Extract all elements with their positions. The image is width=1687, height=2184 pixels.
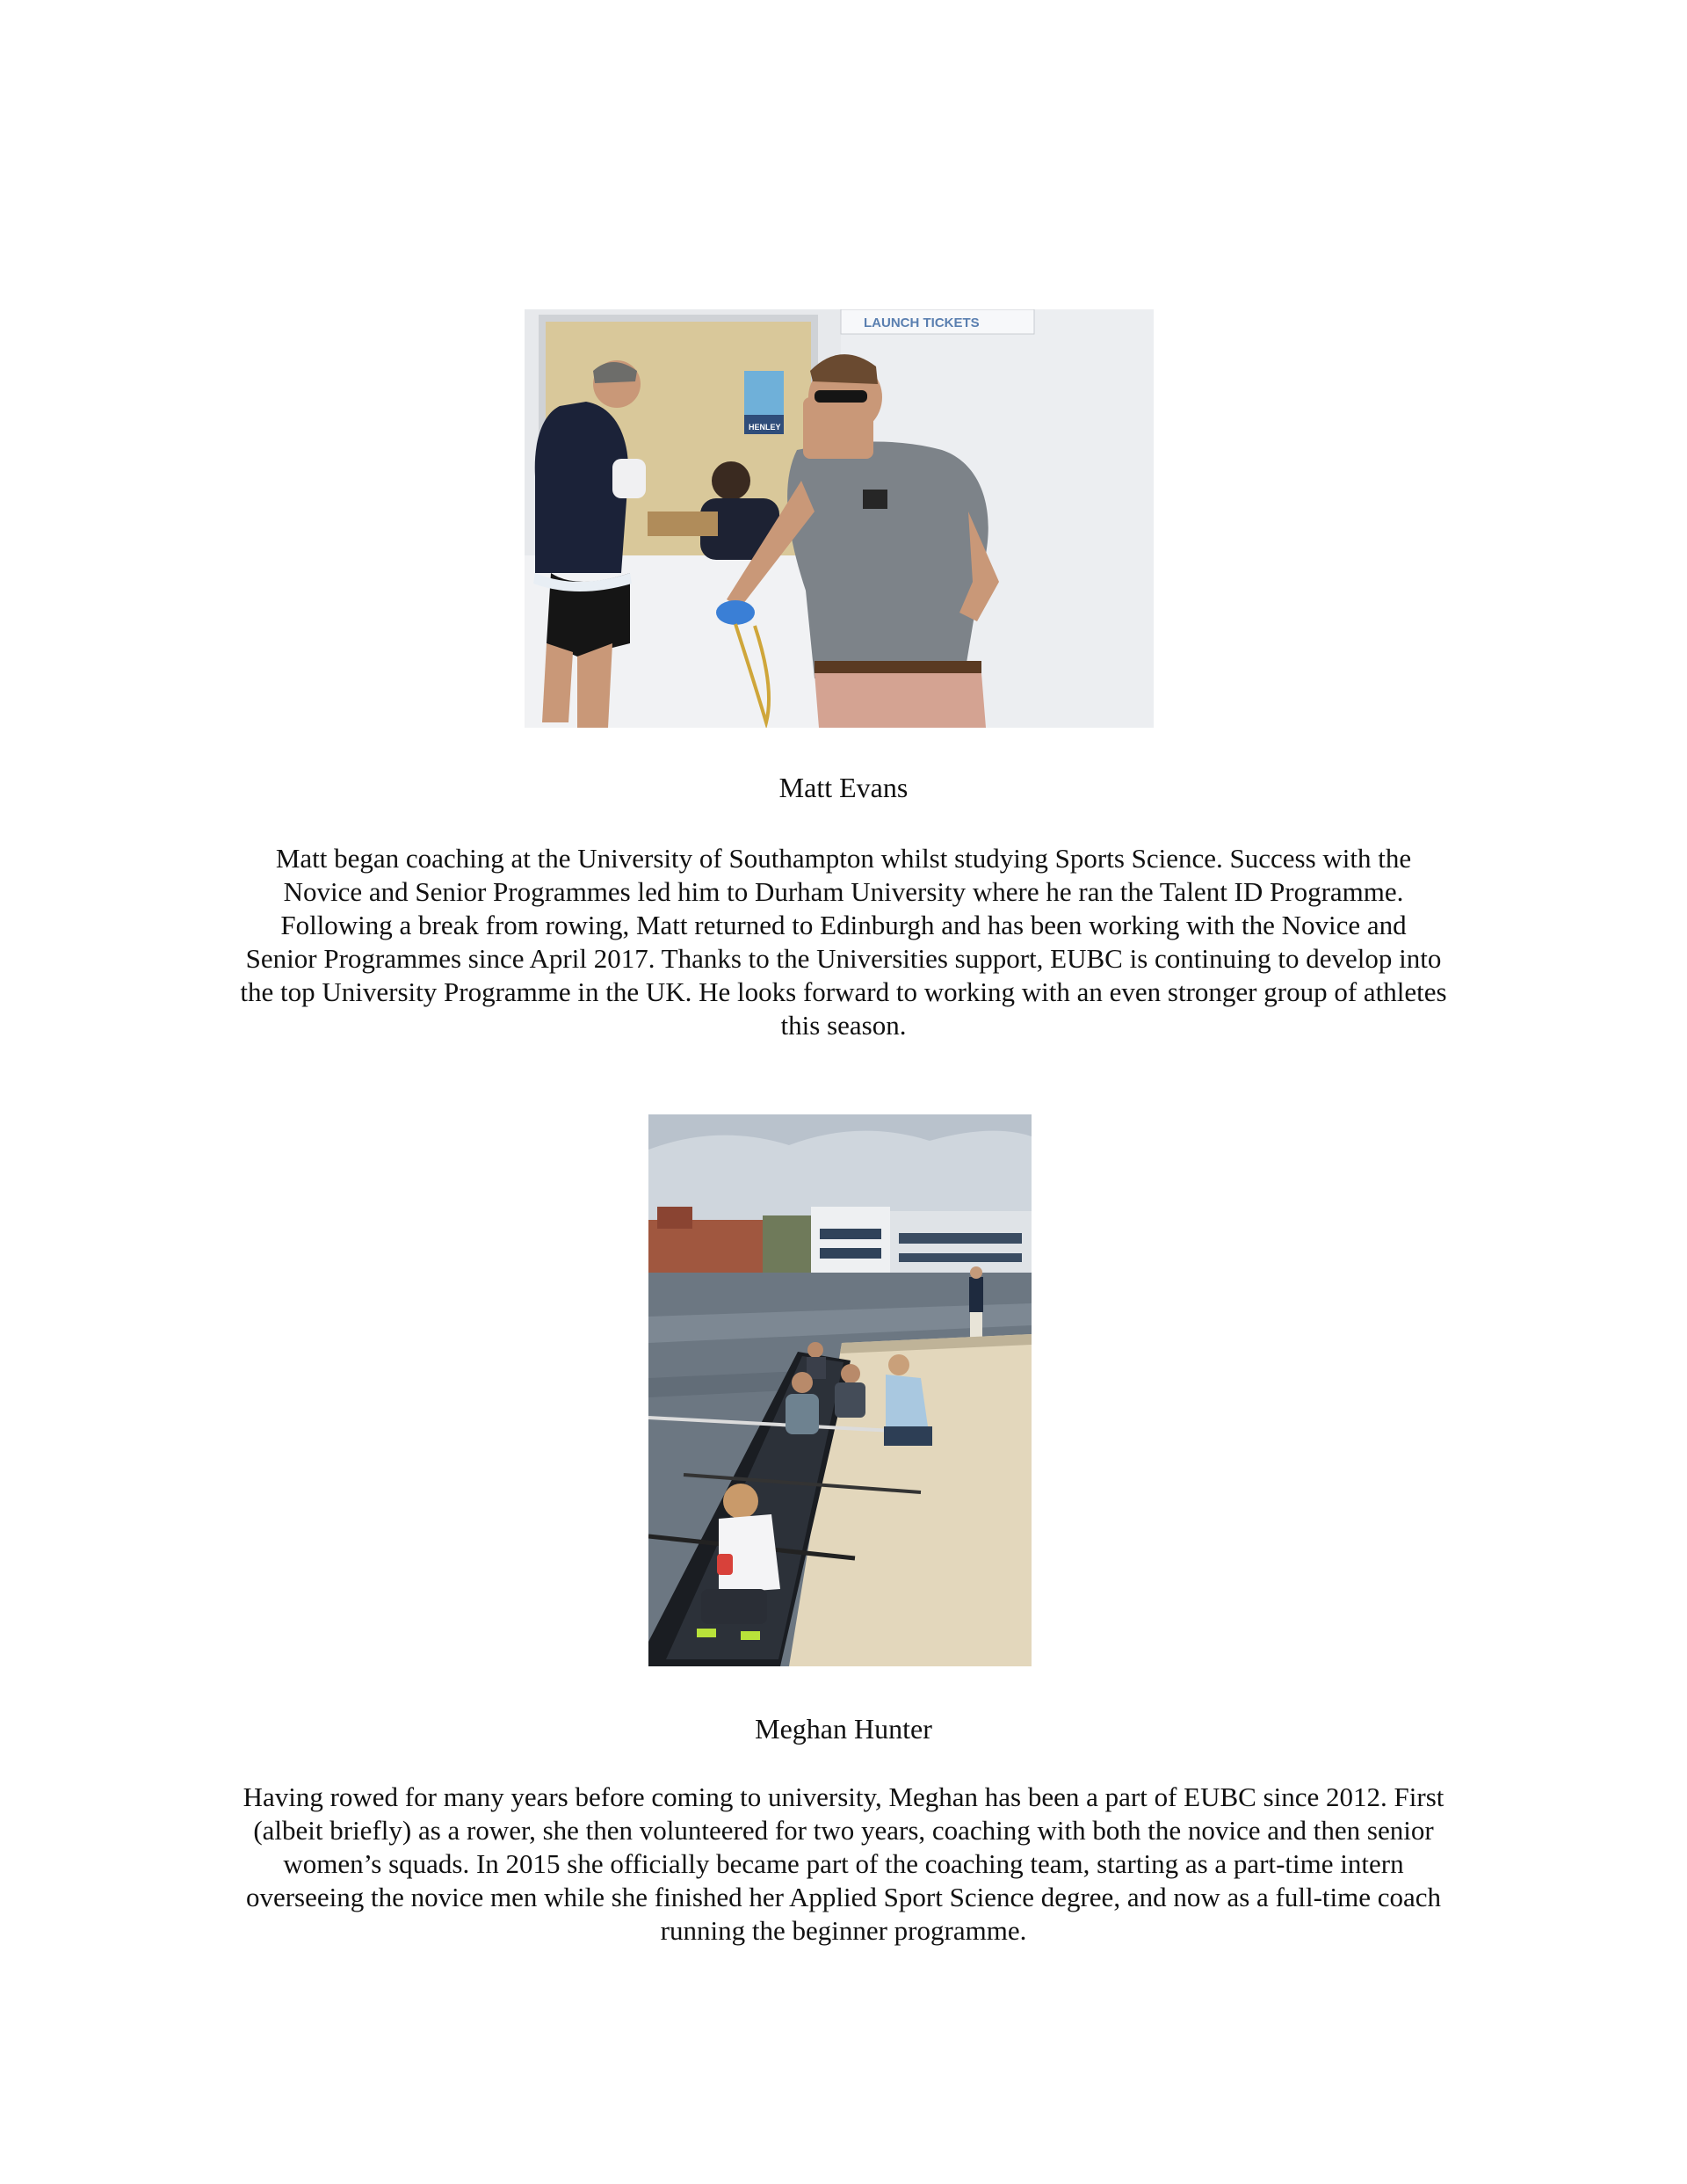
bio-line: this season. [780,1010,907,1041]
coach-photo-meghan-hunter [648,1114,1032,1666]
bio-line: (albeit briefly) as a rower, she then volunteered for two years, coaching with both the novice and then senior [253,1815,1434,1846]
bio-line: women’s squads. In 2015 she officially became part of the coaching team, starting as a part-time intern [283,1848,1404,1879]
bio-line: overseeing the novice men while she finished her Applied Sport Science degree, and now as a full-time coach [245,1882,1442,1912]
bio-line: the top University Programme in the UK. He looks forward to working with an even stronger group of athletes [240,976,1447,1007]
bio-line: Following a break from rowing, Matt returned to Edinburgh and has been working with the Novice and [280,910,1407,940]
rowing-boat-at-dock-photo [648,1114,1032,1666]
bio-line: Senior Programmes since April 2017. Thanks to the Universities support, EUBC is continuing to develop into [245,943,1442,974]
coach-name: Meghan Hunter [755,1713,932,1745]
poster-text: HENLEY [749,423,781,432]
sign-text: LAUNCH TICKETS [864,316,980,330]
bio-line: running the beginner programme. [660,1915,1027,1946]
coach-bio [195,1781,1492,1948]
coach-name: Matt Evans [778,772,909,803]
bio-line: Having rowed for many years before coming to university, Meghan has been a part of EUBC since 2012. First [243,1781,1444,1812]
launch-tickets-booth-photo [525,309,1154,728]
bio-line: Matt began coaching at the University of Southampton whilst studying Sports Science. Success with the [275,843,1412,874]
bio-line: Novice and Senior Programmes led him to Durham University where he ran the Talent ID Programme. [283,876,1404,907]
coach-bio [195,842,1492,1042]
coach-photo-matt-evans [525,309,1154,728]
